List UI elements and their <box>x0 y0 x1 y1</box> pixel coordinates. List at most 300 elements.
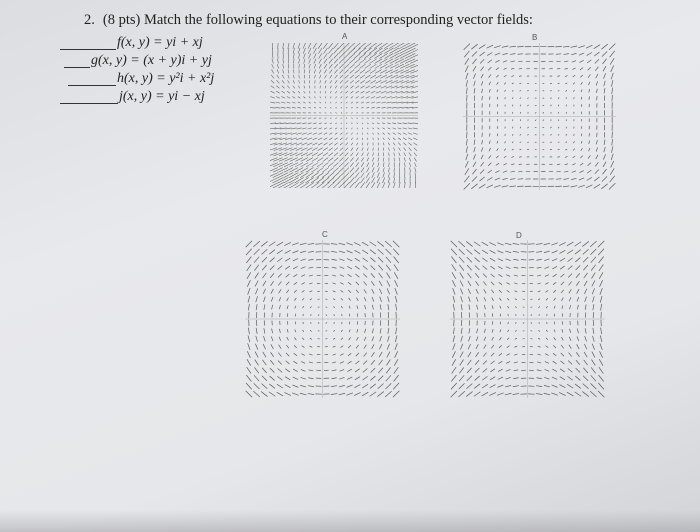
field-arrow <box>274 158 283 162</box>
field-arrow <box>339 48 344 53</box>
field-arrow <box>483 282 486 285</box>
field-arrow <box>584 360 587 365</box>
field-arrow <box>348 361 351 363</box>
field-arrow <box>379 352 382 357</box>
field-arrow <box>573 68 576 69</box>
field-arrow <box>344 173 349 178</box>
field-arrow <box>394 273 397 279</box>
field-arrow <box>585 344 587 349</box>
field-arrow <box>459 249 464 254</box>
field-arrow <box>544 385 549 387</box>
field-arrow <box>320 102 321 103</box>
field-arrow <box>395 59 404 63</box>
field-arrow <box>309 70 310 74</box>
field-arrow <box>349 306 350 308</box>
field-arrow <box>394 148 395 151</box>
field-arrow <box>476 345 478 349</box>
field-arrow <box>490 243 496 246</box>
field-arrow <box>600 296 602 302</box>
field-arrow <box>293 86 295 88</box>
field-arrow <box>278 178 288 183</box>
field-arrow <box>481 74 483 78</box>
field-arrow <box>466 139 467 145</box>
field-arrow <box>347 259 352 261</box>
field-arrow <box>371 273 374 277</box>
field-arrow <box>404 148 406 151</box>
field-arrow <box>460 281 463 286</box>
field-arrow <box>317 168 323 172</box>
field-arrow <box>393 123 396 124</box>
field-arrow <box>271 297 273 301</box>
field-arrow <box>387 352 390 357</box>
field-arrow <box>360 75 365 78</box>
field-arrow <box>287 107 291 108</box>
field-arrow <box>483 361 486 364</box>
field-arrow <box>512 98 513 99</box>
field-arrow <box>554 338 556 340</box>
field-arrow <box>372 158 373 162</box>
field-arrow <box>356 91 359 93</box>
field-arrow <box>354 393 360 396</box>
field-arrow <box>362 153 364 156</box>
field-arrow <box>562 329 563 332</box>
field-arrow <box>535 112 536 113</box>
field-arrow <box>334 48 339 53</box>
field-arrow <box>489 156 491 159</box>
field-arrow <box>586 45 592 48</box>
field-arrow <box>499 361 502 363</box>
field-arrow <box>270 158 277 162</box>
field-arrow <box>371 183 374 188</box>
field-arrow <box>247 273 250 279</box>
field-arrow <box>584 273 587 278</box>
field-arrow <box>349 330 350 332</box>
field-arrow <box>357 123 358 124</box>
field-arrow <box>297 123 301 124</box>
field-arrow <box>591 249 596 254</box>
field-arrow <box>349 43 355 48</box>
field-arrow <box>515 291 517 292</box>
field-arrow <box>503 53 508 54</box>
field-arrow <box>595 162 598 166</box>
field-arrow <box>302 338 304 340</box>
field-arrow <box>318 323 319 324</box>
field-arrow <box>388 336 390 341</box>
field-arrow <box>481 148 482 152</box>
field-arrow <box>286 361 289 364</box>
field-arrow <box>389 43 399 48</box>
field-arrow <box>346 123 347 124</box>
field-arrow <box>452 265 456 271</box>
field-arrow <box>515 299 517 300</box>
field-arrow <box>546 306 547 308</box>
field-arrow <box>573 75 575 76</box>
field-arrow <box>295 306 296 308</box>
field-arrow <box>384 43 393 48</box>
field-arrow <box>413 128 418 129</box>
field-arrow <box>285 377 290 380</box>
field-arrow <box>366 173 369 178</box>
field-arrow <box>546 298 548 300</box>
field-arrow <box>278 266 282 269</box>
field-arrow <box>286 353 289 356</box>
field-arrow <box>378 242 384 247</box>
field-arrow <box>483 377 488 380</box>
field-arrow <box>298 86 299 88</box>
field-arrow <box>293 385 298 387</box>
field-arrow <box>386 368 390 373</box>
field-arrow <box>490 393 496 396</box>
field-arrow <box>452 352 455 358</box>
field-arrow <box>312 148 317 151</box>
field-arrow <box>598 383 603 389</box>
field-arrow <box>357 138 358 140</box>
field-arrow <box>581 149 582 151</box>
field-arrow <box>380 336 382 341</box>
field-arrow <box>293 43 295 48</box>
field-arrow <box>414 148 417 151</box>
field-arrow <box>559 243 565 246</box>
field-arrow <box>320 75 321 78</box>
field-arrow <box>393 249 398 255</box>
field-arrow <box>291 138 297 140</box>
field-arrow <box>587 53 592 56</box>
field-arrow <box>464 176 469 182</box>
field-arrow <box>473 169 477 174</box>
field-arrow <box>366 102 369 103</box>
field-arrow <box>372 345 374 349</box>
field-arrow <box>604 155 606 160</box>
field-arrow <box>393 183 395 188</box>
field-arrow <box>496 163 499 165</box>
field-arrow <box>581 90 582 92</box>
field-arrow <box>281 102 285 103</box>
field-arrow <box>367 128 368 129</box>
field-arrow <box>355 64 360 68</box>
field-arrow <box>387 344 389 349</box>
field-arrow <box>467 368 471 373</box>
field-arrow <box>372 107 375 108</box>
field-arrow <box>365 59 371 63</box>
field-arrow <box>270 163 277 167</box>
equation-row-f <box>60 32 214 50</box>
field-arrow <box>371 352 374 356</box>
field-arrow <box>396 328 397 334</box>
field-arrow <box>468 281 471 286</box>
field-arrow <box>552 243 558 245</box>
field-arrow <box>333 338 335 339</box>
field-arrow <box>465 58 469 64</box>
field-arrow <box>278 173 288 178</box>
field-arrow <box>301 275 304 277</box>
field-arrow <box>355 80 359 83</box>
field-arrow <box>256 289 258 294</box>
field-arrow <box>600 288 602 294</box>
field-arrow <box>329 48 333 53</box>
field-arrow <box>602 52 607 57</box>
field-arrow <box>271 281 274 285</box>
field-arrow <box>254 376 259 381</box>
field-arrow <box>262 368 266 373</box>
field-arrow <box>388 297 390 302</box>
field-arrow <box>371 368 375 372</box>
field-arrow <box>512 149 513 150</box>
field-arrow <box>309 267 313 268</box>
field-arrow <box>461 304 462 309</box>
field-arrow <box>355 377 360 380</box>
field-arrow <box>452 257 457 263</box>
field-arrow <box>284 173 293 178</box>
field-arrow <box>262 249 267 254</box>
field-arrow <box>339 243 345 245</box>
field-arrow <box>539 307 540 308</box>
field-arrow <box>361 97 364 98</box>
field-arrow <box>507 338 509 340</box>
field-arrow <box>580 60 584 62</box>
vector-field-plot-b <box>463 43 616 190</box>
field-arrow <box>277 75 279 78</box>
field-arrow <box>333 283 336 284</box>
field-arrow <box>590 391 596 396</box>
field-arrow <box>314 70 315 74</box>
field-arrow <box>464 183 470 189</box>
field-arrow <box>415 168 416 172</box>
field-arrow <box>350 64 355 68</box>
field-arrow <box>506 275 509 277</box>
field-arrow <box>326 315 327 316</box>
field-arrow <box>371 360 374 364</box>
field-arrow <box>573 164 576 165</box>
field-arrow <box>505 243 511 245</box>
field-arrow <box>323 168 329 172</box>
field-arrow <box>309 102 311 103</box>
field-arrow <box>496 156 498 158</box>
field-arrow <box>603 59 607 64</box>
field-arrow <box>472 52 477 57</box>
field-arrow <box>576 258 581 262</box>
field-arrow <box>310 338 312 339</box>
answer-blank-g[interactable] <box>64 55 90 68</box>
field-arrow <box>334 307 335 308</box>
field-arrow <box>538 346 540 347</box>
field-arrow <box>500 298 502 300</box>
field-arrow <box>465 161 468 167</box>
field-arrow <box>293 377 298 379</box>
field-arrow <box>370 75 375 78</box>
field-arrow <box>469 305 470 310</box>
field-arrow <box>610 169 614 175</box>
field-arrow <box>279 168 288 172</box>
field-arrow <box>403 133 406 134</box>
field-arrow <box>567 250 572 253</box>
field-arrow <box>363 274 366 277</box>
field-arrow <box>595 170 599 174</box>
field-arrow <box>359 54 365 59</box>
field-arrow <box>285 258 290 261</box>
field-arrow <box>315 75 316 78</box>
field-arrow <box>272 70 274 74</box>
field-arrow <box>560 385 565 388</box>
field-arrow <box>361 173 364 178</box>
field-arrow <box>289 183 299 188</box>
field-arrow <box>489 75 491 78</box>
field-arrow <box>507 298 509 300</box>
field-arrow <box>271 337 273 341</box>
field-arrow <box>595 67 598 71</box>
field-arrow <box>604 88 605 93</box>
field-arrow <box>399 183 400 188</box>
field-arrow <box>388 128 391 129</box>
field-arrow <box>403 138 406 140</box>
plot-label-d: D <box>516 231 522 240</box>
field-arrow <box>577 305 578 309</box>
field-arrow <box>506 362 509 364</box>
field-arrow <box>323 43 327 48</box>
field-arrow <box>453 336 455 342</box>
field-arrow <box>313 143 318 145</box>
field-arrow <box>330 86 331 88</box>
field-arrow <box>568 266 572 269</box>
field-arrow <box>591 383 596 388</box>
field-arrow <box>561 274 564 277</box>
field-arrow <box>355 173 359 178</box>
field-arrow <box>277 64 278 68</box>
field-arrow <box>572 171 576 172</box>
field-arrow <box>484 298 486 301</box>
field-arrow <box>269 250 274 254</box>
field-arrow <box>270 168 278 172</box>
field-arrow <box>323 158 328 162</box>
field-arrow <box>295 338 297 340</box>
field-arrow <box>291 128 296 129</box>
field-arrow <box>585 289 587 294</box>
field-arrow <box>393 143 395 145</box>
field-arrow <box>474 147 475 152</box>
field-arrow <box>262 265 266 270</box>
field-arrow <box>560 266 564 269</box>
field-arrow <box>565 76 567 77</box>
field-arrow <box>388 304 389 309</box>
field-arrow <box>302 133 307 134</box>
field-arrow <box>340 275 343 277</box>
field-arrow <box>372 178 375 183</box>
field-arrow <box>461 344 463 349</box>
field-arrow <box>350 178 355 183</box>
field-arrow <box>335 138 338 140</box>
field-arrow <box>376 102 380 103</box>
field-arrow <box>331 243 337 244</box>
field-arrow <box>467 257 472 262</box>
field-arrow <box>545 362 548 364</box>
answer-blank-h[interactable] <box>68 73 116 86</box>
field-arrow <box>583 392 589 397</box>
answer-blank-j[interactable] <box>60 91 118 104</box>
field-arrow <box>329 64 332 68</box>
field-arrow <box>564 61 568 62</box>
field-arrow <box>360 70 365 74</box>
field-arrow <box>333 299 335 300</box>
field-arrow <box>319 133 322 134</box>
field-arrow <box>506 259 511 261</box>
field-arrow <box>546 291 548 293</box>
field-arrow <box>570 329 571 332</box>
field-arrow <box>380 297 382 302</box>
field-arrow <box>302 123 306 124</box>
field-arrow <box>514 267 518 268</box>
field-arrow <box>365 75 370 78</box>
field-arrow <box>298 91 300 93</box>
field-arrow <box>284 168 293 172</box>
field-arrow <box>271 86 274 88</box>
field-arrow <box>596 82 597 86</box>
field-arrow <box>310 299 312 300</box>
field-arrow <box>362 392 368 395</box>
field-arrow <box>459 391 465 396</box>
field-arrow <box>510 54 515 55</box>
field-arrow <box>480 177 485 181</box>
field-arrow <box>263 344 265 349</box>
field-arrow <box>287 91 290 93</box>
field-arrow <box>576 376 581 380</box>
field-arrow <box>494 46 500 48</box>
field-arrow <box>332 362 335 363</box>
field-arrow <box>404 163 405 167</box>
field-arrow <box>304 54 306 59</box>
field-arrow <box>378 163 379 167</box>
field-arrow <box>314 54 317 59</box>
field-arrow <box>346 102 347 103</box>
field-arrow <box>314 59 316 63</box>
answer-blank-f[interactable] <box>60 37 116 50</box>
field-arrow <box>382 183 385 188</box>
field-arrow <box>325 75 327 78</box>
field-arrow <box>308 48 311 53</box>
field-arrow <box>563 186 569 187</box>
field-arrow <box>400 54 410 59</box>
field-arrow <box>246 391 252 397</box>
equation-h: h(x, y) = y²i + x²j <box>117 71 215 86</box>
field-arrow <box>382 102 386 103</box>
field-arrow <box>372 305 373 309</box>
field-arrow <box>467 384 472 389</box>
field-arrow <box>510 46 516 47</box>
field-arrow <box>561 345 563 348</box>
field-arrow <box>381 91 386 93</box>
field-arrow <box>357 306 358 309</box>
field-arrow <box>497 90 498 92</box>
field-arrow <box>538 283 541 284</box>
field-arrow <box>388 173 389 178</box>
field-arrow <box>499 353 502 355</box>
field-arrow <box>552 393 558 395</box>
field-arrow <box>474 140 475 145</box>
field-arrow <box>481 162 484 166</box>
field-arrow <box>400 48 410 53</box>
field-arrow <box>357 337 359 340</box>
field-arrow <box>538 354 541 355</box>
field-arrow <box>278 282 281 285</box>
field-arrow <box>504 83 505 84</box>
field-arrow <box>324 138 327 140</box>
field-arrow <box>271 91 275 93</box>
field-arrow <box>487 178 492 181</box>
field-arrow <box>345 64 349 68</box>
field-arrow <box>298 54 299 59</box>
field-arrow <box>487 53 492 56</box>
field-arrow <box>372 168 374 172</box>
field-arrow <box>341 338 343 340</box>
field-arrow <box>302 143 307 145</box>
